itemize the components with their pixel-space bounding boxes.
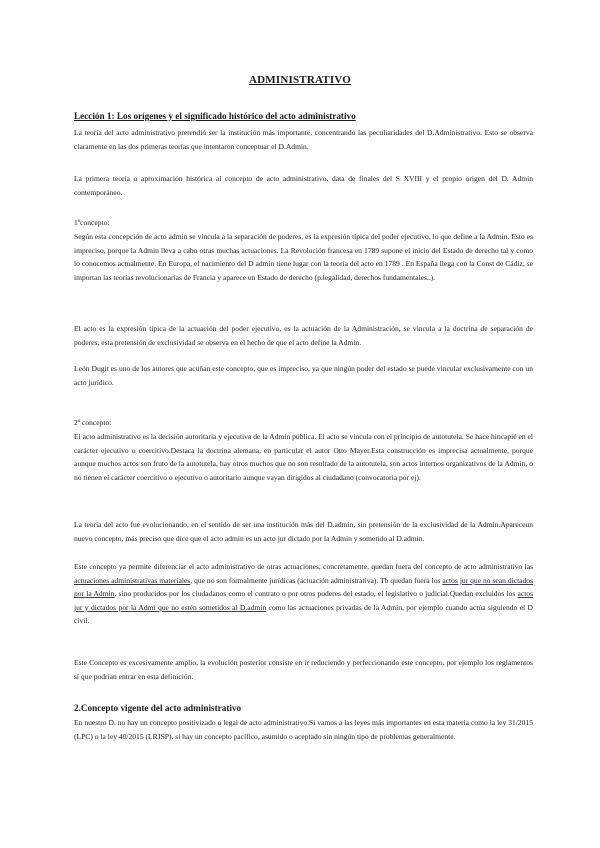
section2-heading: 2.Concepto vigente del acto administrativo	[74, 703, 242, 713]
distinction-text-d: como las actuaciones privadas de la Admin, por ejemplo cuando actúa siguiendo el D civil.	[74, 602, 533, 626]
distinction-text-b: , que no son formalmente jurídicas (actuación administrativa). Tb quedan fuera los	[190, 575, 443, 585]
concept1-text: Según esta concepción de acto admin se vincula a la separación de poderes, es la expresión típica del poder ejecutivo, lo que define a la Admin. Esto es impreciso, porque la Admin lleva a cabo otras muchas actuaciones. La Revolución francesa en 1789 supone el inicio del Estado de derecho tal y como lo conocemos actualmente. En Europa, el nacimiento del D admin tiene lugar con la teoría del acto en 1789 . En España llega con la Const de Cádiz, se importan las teorías revolucionarias de Francia y aparece un Estado de derecho (p.legalidad, derechos fundamentales..).	[74, 232, 533, 282]
distinction-text-c: , sino producidos por los ciudadanos como el contrato o por otros poderes del estado, el legislativo o judicial.Quedan excluidos los	[114, 589, 518, 599]
lesson1-paragraph-history: La primera teoría o aproximación histórica al concepto de acto administrativo, data de finales del S XVIII y el propio origen del D. Admin contemporáneo.	[74, 174, 533, 197]
concept2-label: 2º concepto:	[74, 418, 112, 427]
document-title: ADMINISTRATIVO	[249, 74, 351, 86]
distinction-underline-material: actuaciones administrativas materiales	[74, 575, 191, 585]
concept-distinction-paragraph	[74, 560, 533, 628]
concept1-paragraph-dugit: León Dugit es uno de los autores que acuñan este concepto, que es impreciso, ya que ningún poder del estado se puede vincular exclusivamente con un acto jurídico.	[74, 364, 533, 387]
distinction-underline-nonadmin: actos jur que no sean dictados por la Admin	[74, 575, 534, 599]
section2-paragraph: En nuestro D. no hay un concepto positivizado o legal de acto administrativo.Si vamos a las leyes más importantes en esta materia como la ley 31/2015 (LPC) o la ley 40/2015 (LRJSP), sí hay un concepto pacífico, asumido o aceptado sin ningún tipo de problemas generalmente.	[74, 718, 533, 741]
distinction-underline-private: actos jur y dictados por la Admi que no estén sometidos al D.admin	[74, 589, 534, 612]
concept1-paragraph-act: El acto es la expresión típica de la actuación del poder ejecutivo, es la actuación de la Administración, se vincula a la doctrina de separación de poderes, esta pretensión de exclusividad se observa en el hecho de que el acto define la Admin.	[74, 324, 533, 347]
broad-concept-paragraph: Este Concepto es excesivamente amplio, la evolución posterior consiste en ir reduciendo y perfeccionando este concepto, por ejemplo los reglamentos sí que podrían entrar en esta definición.	[74, 658, 533, 681]
lesson1-heading: Lección 1: Los orígenes y el significado histórico del acto administrativo	[74, 111, 356, 121]
lesson1-paragraph-intro: La teoría del acto administrativo pretendió ser la institución más importante, concentrando las peculiaridades del D.Administrativo. Esto se observa claramente en las dos primeras teorías que intentaron conceptuar el D.Admin.	[74, 128, 533, 151]
concept2-text: El acto administrativo es la decisión autoritaria y ejecutiva de la Admin pública. El acto se vincula con el principio de autotutela. Se hace hincapié en el carácter ejecutivo o coercitivo.Destaca la doctrina alemana, en particular el autor Otto Mayer.Esta construcción es imprecisa actualmente, porque aunque muchos actos son fruto de la autotutela, hay otros muchos que no son resultado de la autotutela, son actos internos organizativos de la Admin, o no tienen el carácter coercitivo o ejecutivo o autoritario aunque vayan dirigidos al ciudadano (convocatoria por ej).	[74, 432, 533, 482]
distinction-text-a: Este concepto ya permite diferenciar el acto administrativo de otras actuaciones, concretamente, quedan fuera del concepto de acto administrativo las	[74, 562, 533, 571]
evolution-paragraph: La teoría del acto fue evolucionando, en el sentido de ser una institución más del D.admin, sin pretensión de la exclusividad de la Admin.Apareceun nuevo concepto, más preciso que dice que el acto admin es un acto jur dictado por la Admin y sometido al D.admin.	[74, 520, 533, 543]
concept1-label: 1ºconcepto:	[74, 218, 110, 227]
